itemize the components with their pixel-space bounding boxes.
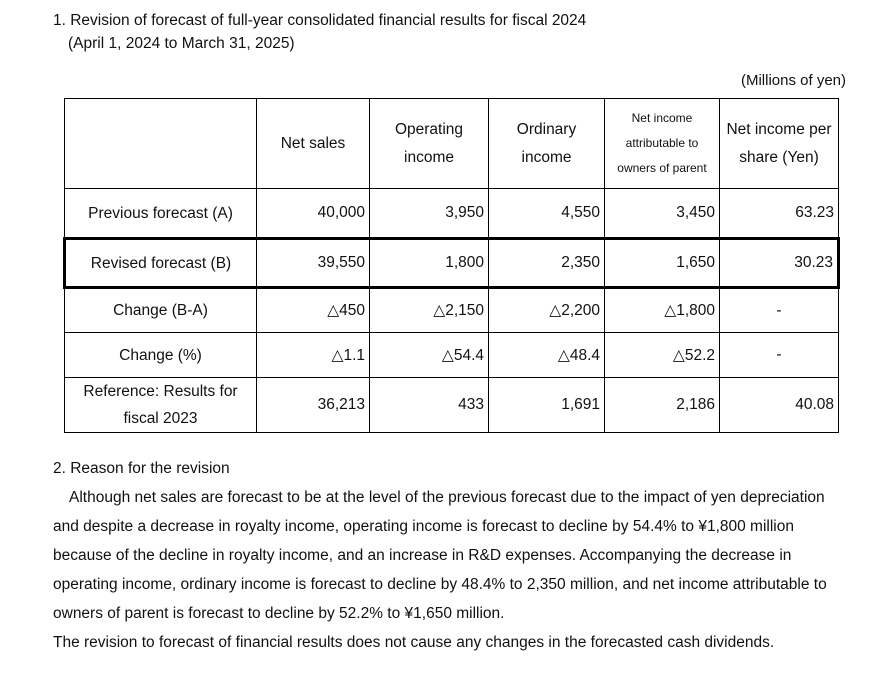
column-header-blank bbox=[65, 99, 257, 189]
row-label: Change (%) bbox=[65, 333, 257, 378]
cell-value: △1.1 bbox=[257, 333, 370, 378]
cell-value: 40.08 bbox=[720, 378, 839, 433]
row-label: Revised forecast (B) bbox=[65, 239, 257, 288]
cell-value: 433 bbox=[370, 378, 489, 433]
cell-value: △450 bbox=[257, 288, 370, 333]
cell-value: △2,150 bbox=[370, 288, 489, 333]
column-header-operating-income: Operating income bbox=[370, 99, 489, 189]
cell-value: 30.23 bbox=[720, 239, 839, 288]
row-label: Reference: Results for fiscal 2023 bbox=[65, 378, 257, 433]
cell-value: △52.2 bbox=[605, 333, 720, 378]
cell-value: 40,000 bbox=[257, 189, 370, 239]
table-row-change-absolute bbox=[65, 288, 839, 333]
section1-heading bbox=[53, 9, 852, 55]
table-row-change-percent bbox=[65, 333, 839, 378]
table-row-previous-forecast bbox=[65, 189, 839, 239]
forecast-table bbox=[63, 98, 840, 433]
cell-value: 4,550 bbox=[489, 189, 605, 239]
cell-value: 39,550 bbox=[257, 239, 370, 288]
table-row-revised-forecast bbox=[65, 239, 839, 288]
section1-heading-line2: (April 1, 2024 to March 31, 2025) bbox=[68, 35, 295, 52]
cell-value: 3,950 bbox=[370, 189, 489, 239]
column-header-net-sales: Net sales bbox=[257, 99, 370, 189]
table-header-row bbox=[65, 99, 839, 189]
cell-value: - bbox=[720, 333, 839, 378]
column-header-net-income-attributable: Net income attributable to owners of parent bbox=[605, 99, 720, 189]
section2-heading: 2. Reason for the revision bbox=[53, 460, 230, 477]
units-note: (Millions of yen) bbox=[740, 72, 846, 89]
cell-value: 2,186 bbox=[605, 378, 720, 433]
cell-value: 36,213 bbox=[257, 378, 370, 433]
row-label: Previous forecast (A) bbox=[65, 189, 257, 239]
row-label: Change (B-A) bbox=[65, 288, 257, 333]
cell-value: - bbox=[720, 288, 839, 333]
cell-value: 3,450 bbox=[605, 189, 720, 239]
cell-value: 1,650 bbox=[605, 239, 720, 288]
cell-value: △2,200 bbox=[489, 288, 605, 333]
cell-value: △48.4 bbox=[489, 333, 605, 378]
column-header-ordinary-income: Ordinary income bbox=[489, 99, 605, 189]
cell-value: 63.23 bbox=[720, 189, 839, 239]
cell-value: 2,350 bbox=[489, 239, 605, 288]
cell-value: △1,800 bbox=[605, 288, 720, 333]
section1-heading-line1: 1. Revision of forecast of full-year consolidated financial results for fiscal 2024 bbox=[53, 12, 587, 29]
cell-value: △54.4 bbox=[370, 333, 489, 378]
section2-paragraph1: Although net sales are forecast to be at the level of the previous forecast due to the impact of yen depreciation and despite a decrease in royalty income, operating income is forecast to decline by 54.4% to ¥1,800 million because of the decline in royalty income, and an increase in R&D expenses. Accompanying the decrease in operating income, ordinary income is forecast to decline by 48.4% to 2,350 million, and net income attributable to owners of parent is forecast to decline by 52.2% to ¥1,650 million. bbox=[53, 489, 827, 622]
cell-value: 1,800 bbox=[370, 239, 489, 288]
section2-paragraph2: The revision to forecast of financial results does not cause any changes in the forecasted cash dividends. bbox=[53, 634, 775, 651]
table-row-reference-fiscal-2023 bbox=[65, 378, 839, 433]
column-header-net-income-per-share: Net income per share (Yen) bbox=[720, 99, 839, 189]
section2-reason bbox=[53, 454, 852, 657]
cell-value: 1,691 bbox=[489, 378, 605, 433]
